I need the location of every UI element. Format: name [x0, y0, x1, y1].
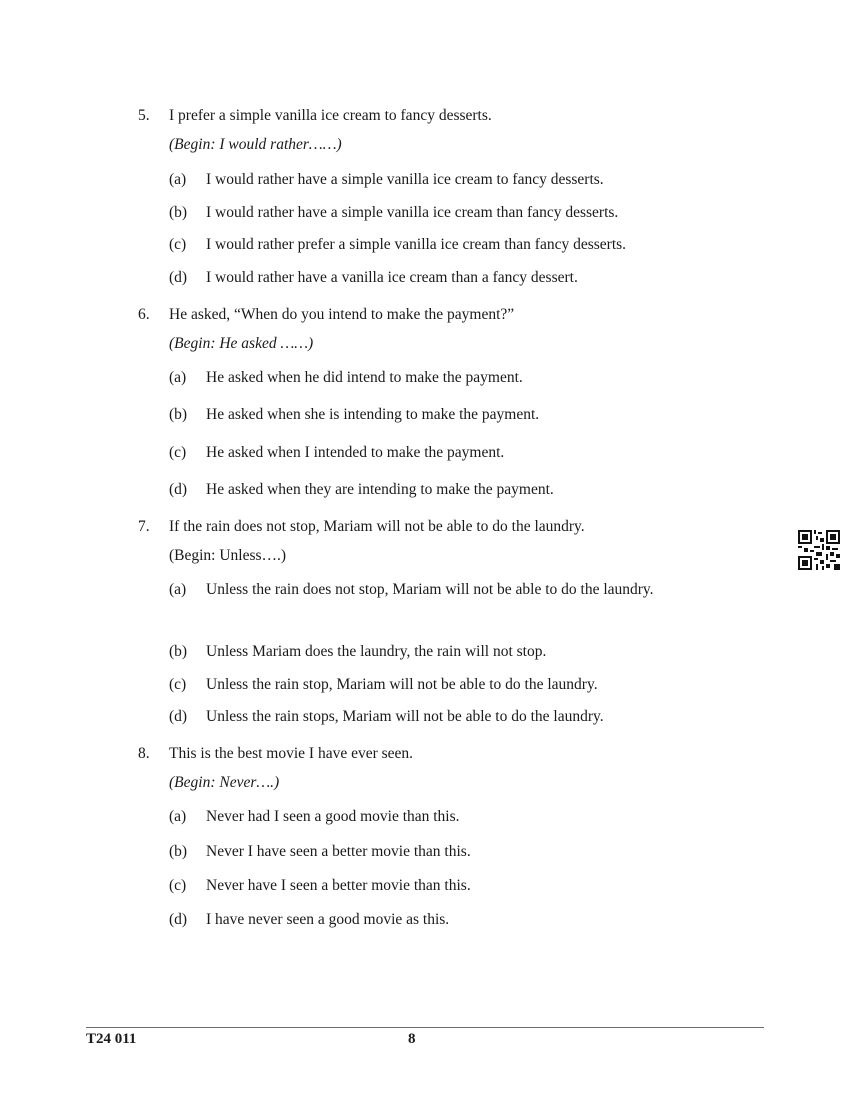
qr-code-icon: [798, 530, 840, 570]
option-text: Never had I seen a good movie than this.: [206, 808, 460, 825]
option-letter: (c): [169, 236, 187, 253]
option-text: He asked when I intended to make the payment.: [206, 444, 505, 461]
option-letter: (b): [169, 843, 188, 860]
option-text: He asked when he did intend to make the payment.: [206, 369, 523, 386]
option-text: Unless the rain stops, Mariam will not be able to do the laundry.: [206, 708, 604, 725]
option-text: Unless the rain stop, Mariam will not be able to do the laundry.: [206, 676, 598, 693]
option-letter: (d): [169, 708, 188, 725]
option-letter: (c): [169, 676, 187, 693]
footer-divider: [86, 1027, 764, 1028]
option-letter: (a): [169, 808, 187, 825]
begin-hint: (Begin: He asked ……): [169, 335, 314, 352]
option-text: I would rather have a simple vanilla ice cream than fancy desserts.: [206, 204, 619, 221]
question-text: If the rain does not stop, Mariam will not be able to do the laundry.: [169, 518, 585, 535]
option-text: I would rather have a simple vanilla ice cream to fancy desserts.: [206, 171, 604, 188]
option-letter: (a): [169, 171, 187, 188]
option-letter: (c): [169, 877, 187, 894]
option-text: I would rather prefer a simple vanilla ice cream than fancy desserts.: [206, 236, 627, 253]
option-text: I have never seen a good movie as this.: [206, 911, 450, 928]
option-text: Unless the rain does not stop, Mariam will not be able to do the laundry.: [206, 581, 654, 598]
question-text: He asked, “When do you intend to make the payment?”: [169, 306, 515, 323]
option-letter: (b): [169, 643, 188, 660]
option-text: He asked when they are intending to make the payment.: [206, 481, 554, 498]
begin-hint: (Begin: I would rather……): [169, 136, 342, 153]
question-number: 6.: [138, 306, 150, 323]
option-text: Never I have seen a better movie than this.: [206, 843, 471, 860]
begin-hint: (Begin: Never….): [169, 774, 280, 791]
begin-hint: (Begin: Unless….): [169, 547, 287, 564]
option-letter: (a): [169, 581, 187, 598]
option-text: I would rather have a vanilla ice cream than a fancy dessert.: [206, 269, 578, 286]
option-text: He asked when she is intending to make the payment.: [206, 406, 540, 423]
question-text: I prefer a simple vanilla ice cream to fancy desserts.: [169, 107, 492, 124]
option-letter: (b): [169, 204, 188, 221]
option-text: Never have I seen a better movie than this.: [206, 877, 471, 894]
page-number: 8: [408, 1031, 416, 1047]
question-number: 5.: [138, 107, 150, 124]
paper-code: T24 011: [86, 1031, 137, 1047]
option-letter: (b): [169, 406, 188, 423]
option-letter: (c): [169, 444, 187, 461]
question-number: 8.: [138, 745, 150, 762]
option-letter: (d): [169, 269, 188, 286]
question-text: This is the best movie I have ever seen.: [169, 745, 414, 762]
option-letter: (d): [169, 911, 188, 928]
option-letter: (a): [169, 369, 187, 386]
option-text: Unless Mariam does the laundry, the rain will not stop.: [206, 643, 547, 660]
option-letter: (d): [169, 481, 188, 498]
question-number: 7.: [138, 518, 150, 535]
